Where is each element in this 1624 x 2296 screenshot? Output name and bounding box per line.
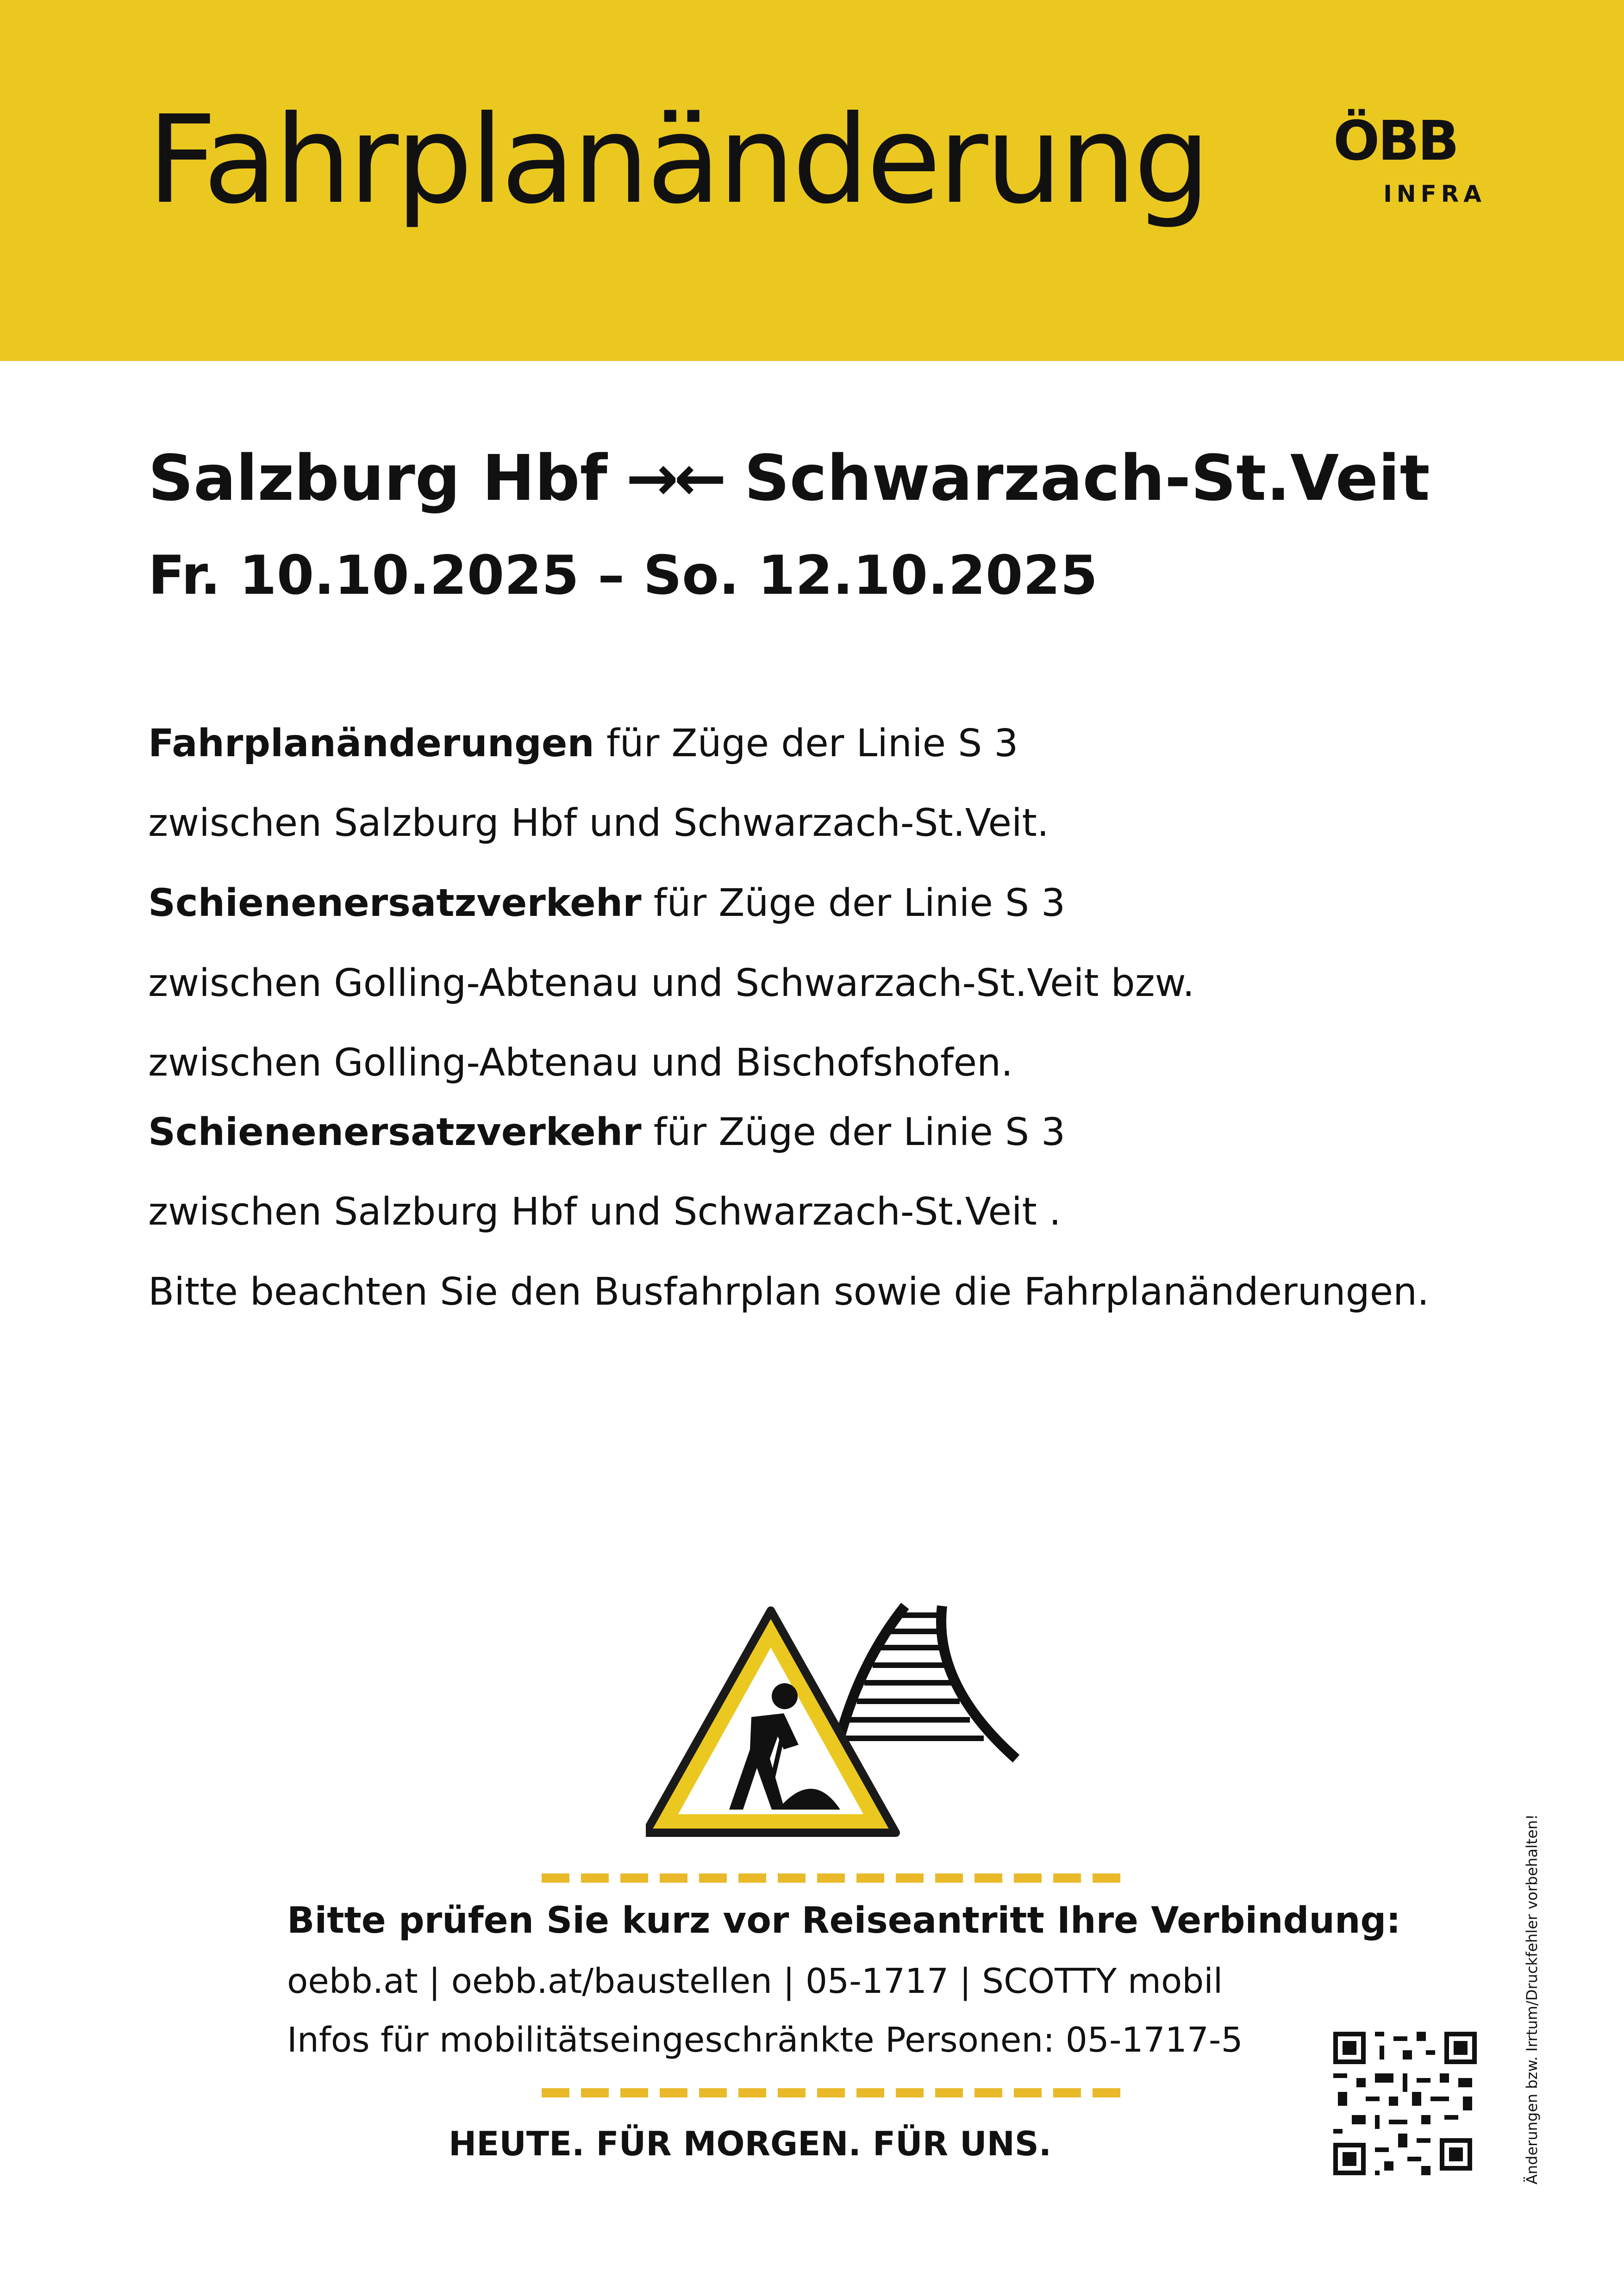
notice-line-bold: Fahrplanänderungen: [148, 722, 594, 765]
notice-line: Bitte beachten Sie den Busfahrplan sowie die Fahrplanänderungen.: [148, 1270, 1430, 1314]
date-range: Fr. 10.10.2025 – So. 12.10.2025: [148, 544, 1098, 607]
notice-line-bold: Schienenersatzverkehr: [148, 1110, 642, 1154]
check-connection-heading: [287, 1900, 1401, 1941]
notice-line-bold: Schienenersatzverkehr: [148, 881, 642, 925]
notice-line: zwischen Golling-Abtenau und Bischofshofen.: [148, 1041, 1013, 1085]
logo-text: ÖBB: [1333, 109, 1458, 173]
mobility-info-line: [287, 2020, 1243, 2060]
notice-line-rest: für Züge der Linie S 3: [641, 1110, 1066, 1154]
oebb-infra-logo: [1333, 109, 1486, 213]
notice-line-rest: für Züge der Linie S 3: [641, 881, 1066, 925]
route-from: Salzburg Hbf: [148, 442, 607, 515]
contact-line: [287, 1961, 1223, 2001]
route-heading: [148, 444, 1430, 514]
notice-line: zwischen Salzburg Hbf und Schwarzach-St.Veit .: [148, 1190, 1061, 1234]
qr-code-icon[interactable]: [1329, 2027, 1481, 2180]
header-banner: [0, 0, 1624, 361]
notice-line: [148, 882, 1065, 925]
disclaimer: Änderungen bzw. Irrtum/Druckfehler vorbehalten!: [1523, 1814, 1541, 2184]
divider-dashes-bottom: [542, 2088, 1125, 2100]
page-title: Fahrplanänderung: [147, 89, 1208, 230]
route-to: Schwarzach-St.Veit: [744, 442, 1430, 515]
notice-line: zwischen Salzburg Hbf und Schwarzach-St.Veit.: [148, 801, 1049, 845]
mobility-info-text: Infos für mobilitätseingeschränkte Personen: 05-1717-5: [287, 2020, 1243, 2060]
divider-dashes-top: [542, 1873, 1125, 1885]
bidirectional-arrow-icon: →←: [625, 442, 722, 515]
notice-line-rest: für Züge der Linie S 3: [594, 722, 1018, 765]
notice-line: [148, 722, 1018, 765]
construction-illustration: [646, 1592, 1035, 1851]
contact-text: oebb.at | oebb.at/baustellen | 05-1717 | SCOTTY mobil: [287, 1961, 1223, 2001]
logo-subtext: INFRA: [1383, 180, 1486, 207]
slogan: [287, 2124, 1213, 2163]
check-heading-text: Bitte prüfen Sie kurz vor Reiseantritt Ihre Verbindung:: [287, 1900, 1401, 1941]
slogan-text: HEUTE. FÜR MORGEN. FÜR UNS.: [448, 2124, 1052, 2163]
notice-line: [148, 1111, 1065, 1154]
railway-track-icon: [831, 1606, 1016, 1777]
notice-line: zwischen Golling-Abtenau und Schwarzach-St.Veit bzw.: [148, 961, 1195, 1005]
